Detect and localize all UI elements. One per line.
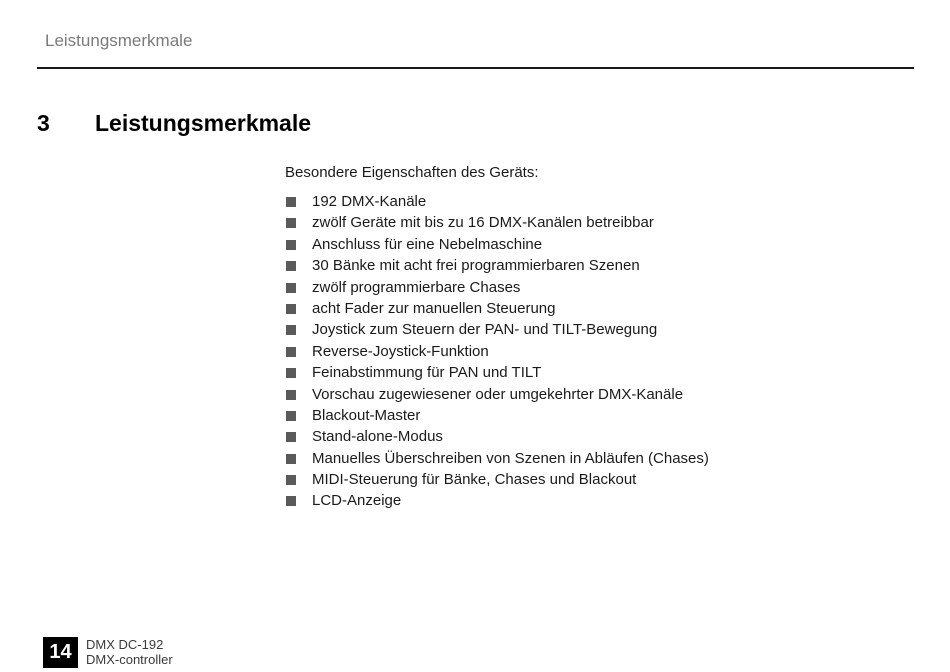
feature-text: zwölf programmierbare Chases <box>312 278 521 296</box>
square-bullet-icon <box>286 240 296 250</box>
square-bullet-icon <box>286 218 296 228</box>
chapter-number: 3 <box>37 110 50 136</box>
square-bullet-icon <box>286 496 296 506</box>
feature-text: Joystick zum Steuern der PAN- und TILT-Bewegung <box>312 321 658 339</box>
feature-text: Manuelles Überschreiben von Szenen in Abläufen (Chases) <box>312 449 709 467</box>
chapter-title: Leistungsmerkmale <box>95 110 312 136</box>
running-header: Leistungsmerkmale <box>45 31 193 50</box>
feature-list-item <box>285 384 709 405</box>
square-bullet-icon <box>286 283 296 293</box>
feature-text: acht Fader zur manuellen Steuerung <box>312 299 556 317</box>
feature-list-item <box>285 277 709 298</box>
square-bullet-icon <box>286 411 296 421</box>
footer-product-type: DMX-controller <box>86 652 173 667</box>
square-bullet-icon <box>286 432 296 442</box>
feature-text: 30 Bänke mit acht frei programmierbaren Szenen <box>312 257 640 275</box>
feature-list-item <box>285 212 709 233</box>
feature-text: Anschluss für eine Nebelmaschine <box>312 235 543 253</box>
intro-text: Besondere Eigenschaften des Geräts: <box>285 164 539 181</box>
feature-list-item <box>285 362 709 383</box>
header-divider <box>37 67 914 69</box>
square-bullet-icon <box>286 197 296 207</box>
feature-text: Stand-alone-Modus <box>312 428 443 446</box>
feature-list-item <box>285 448 709 469</box>
feature-list-item <box>285 319 709 340</box>
feature-text: Feinabstimmung für PAN und TILT <box>312 364 542 382</box>
feature-list-item <box>285 426 709 447</box>
feature-list-item <box>285 341 709 362</box>
square-bullet-icon <box>286 475 296 485</box>
feature-list-item <box>285 298 709 319</box>
footer-model-name: DMX DC-192 <box>86 637 164 652</box>
feature-text: zwölf Geräte mit bis zu 16 DMX-Kanälen betreibbar <box>312 214 654 232</box>
square-bullet-icon <box>286 261 296 271</box>
feature-text: Reverse-Joystick-Funktion <box>312 342 489 360</box>
feature-list-item <box>285 255 709 276</box>
feature-text: Blackout-Master <box>312 406 421 424</box>
feature-list-item <box>285 234 709 255</box>
feature-text: Vorschau zugewiesener oder umgekehrter DMX-Kanäle <box>312 385 684 403</box>
square-bullet-icon <box>286 304 296 314</box>
feature-list-item <box>285 490 709 511</box>
feature-list-item <box>285 191 709 212</box>
feature-text: MIDI-Steuerung für Bänke, Chases und Blackout <box>312 471 637 489</box>
square-bullet-icon <box>286 454 296 464</box>
square-bullet-icon <box>286 325 296 335</box>
feature-list <box>285 191 709 512</box>
page-number: 14 <box>43 637 78 668</box>
square-bullet-icon <box>286 368 296 378</box>
square-bullet-icon <box>286 347 296 357</box>
feature-text: LCD-Anzeige <box>312 492 402 510</box>
square-bullet-icon <box>286 390 296 400</box>
feature-list-item <box>285 405 709 426</box>
feature-list-item <box>285 469 709 490</box>
feature-text: 192 DMX-Kanäle <box>312 193 427 210</box>
